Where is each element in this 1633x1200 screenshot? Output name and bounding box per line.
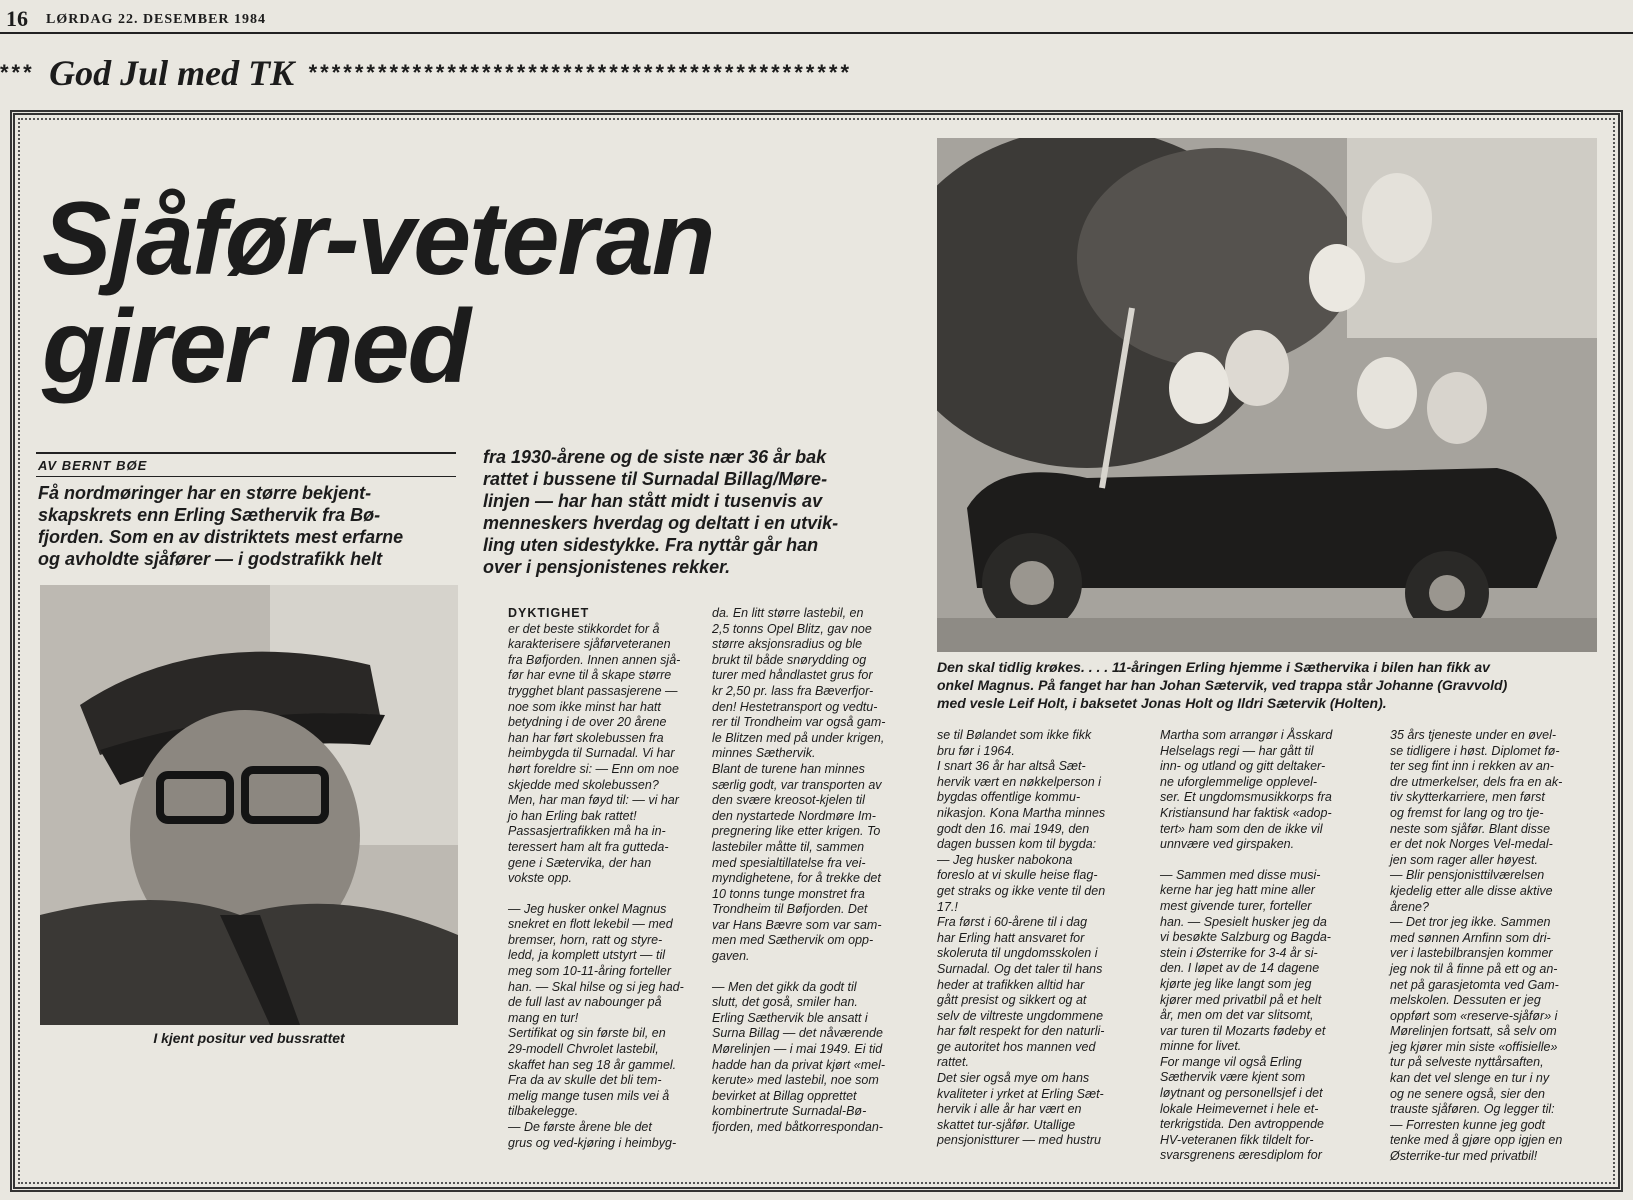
column-line: var turen til Mozarts fødeby et (1160, 1023, 1326, 1038)
lead-line: menneskers hverdag og deltatt i en utvik- (483, 513, 839, 533)
lead-paragraph-left (38, 482, 458, 570)
column-line: terkrigstida. Den avtroppende (1160, 1117, 1324, 1132)
column-line: snekret en flott lekebil — med (508, 917, 673, 932)
column-line: — Forresten kunne jeg godt (1390, 1117, 1545, 1132)
column-line: skattet tur-sjåfør. Utallige (937, 1117, 1076, 1132)
column-line: kombinertrute Surnadal-Bø- (712, 1104, 867, 1119)
column-line: karakterisere sjåførveteranen (508, 637, 671, 652)
lead-line: Få nordmøringer har en større bekjent- (38, 483, 372, 503)
column-line: lokale Heimevernet i hele et- (1160, 1101, 1319, 1116)
column-line: skjedde med skolebussen? (508, 777, 659, 792)
column-line: tiv skytterkarriere, men først (1390, 790, 1545, 805)
byline: AV BERNT BØE (38, 458, 148, 473)
column-line: selv de viltreste ungdommene (937, 1008, 1104, 1023)
column-line: vokste opp. (508, 871, 572, 886)
lead-line: fra 1930-årene og de siste nær 36 år bak (483, 447, 827, 467)
column-line: men med Sæthervik om opp- (712, 933, 874, 948)
lead-line: rattet i bussene til Surnadal Billag/Møre- (483, 469, 828, 489)
column-line: fjorden, med båtkorrespondan- (712, 1120, 883, 1134)
headline-line-2: girer ned (42, 289, 469, 405)
column-line: jo han Erling bak rattet! (508, 808, 637, 823)
body-column-3 (937, 728, 1122, 1149)
column-line: HV-veteranen fikk tildelt for- (1160, 1132, 1314, 1147)
christmas-banner (0, 52, 1633, 96)
column-line: årene? (1390, 899, 1429, 914)
column-line: med spesialtillatelse fra vei- (712, 855, 866, 870)
column-line: den. I løpet av de 14 dagene (1160, 961, 1320, 976)
column-line: godt den 16. mai 1949, den (937, 821, 1090, 836)
column-line: ser. Et ungdomsmusikkorps fra (1160, 790, 1332, 805)
lead-line: over i pensjonistenes rekker. (483, 557, 731, 577)
column-line: han har ført skolebussen fra (508, 730, 664, 745)
column-line: rattet. (937, 1055, 969, 1070)
column-line: han. — Spesielt husker jeg da (1160, 914, 1327, 929)
byline-rule-bottom (36, 476, 456, 477)
column-line: pregnering like etter krigen. To (712, 824, 881, 839)
column-line: ge autoritet hos mannen ved (937, 1039, 1096, 1054)
column-line: skoleruta til ungdomsskolen i (937, 946, 1098, 961)
column-line: kan det vel slenge en tur i ny (1390, 1071, 1550, 1086)
column-line: nikasjon. Kona Martha minnes (937, 805, 1106, 820)
body-column-5 (1390, 728, 1575, 1165)
column-line: før har evne til å skape større (508, 668, 672, 683)
body-column-1 (508, 606, 693, 1151)
column-line: og ne senere også, sier den (1390, 1086, 1545, 1101)
column-line: Surnadal. Og det taler til hans (937, 961, 1103, 976)
lead-line: skapskrets enn Erling Sæthervik fra Bø- (38, 505, 381, 525)
column-line: Det sier også mye om hans (937, 1071, 1090, 1086)
lead-line: linjen — har han stått midt i tusenvis av (483, 491, 823, 511)
column-line: skaffet han seg 18 år gammel. (508, 1057, 677, 1072)
column-line: heder at trafikken alltid har (937, 977, 1085, 992)
column-line: ne uforglemmelige opplevel- (1160, 774, 1318, 789)
column-line: er det beste stikkordet for å (508, 621, 660, 636)
column-line: gått presist og sikkert og at (937, 993, 1087, 1008)
lead-line: ling uten sidestykke. Fra nyttår går han (483, 535, 819, 555)
column-line: 10 tonns tunge monstret fra (712, 886, 865, 901)
column-line: Sæthervik være kjent som (1160, 1070, 1306, 1085)
banner-stars-left: *** (0, 60, 35, 85)
column-line: år, men om det var slitsomt, (1160, 1008, 1314, 1023)
column-line: — Det tror jeg ikke. Sammen (1390, 915, 1551, 930)
column-line: 17.! (937, 899, 958, 914)
column-line: se tidligere i høst. Diplomet fø- (1390, 743, 1560, 758)
column-line: bevirket at Billag opprettet (712, 1088, 857, 1103)
column-line: og fremst for lang og tro tje- (1390, 805, 1544, 820)
column-line: pensjonistturer — med hustru (937, 1133, 1101, 1148)
section-kicker: DYKTIGHET (508, 606, 590, 620)
column-line: da. En litt større lastebil, en (712, 606, 864, 620)
column-line: kerute» med lastebil, noe som (712, 1073, 879, 1088)
column-line: de full last av nabounger på (508, 995, 662, 1010)
column-line: hervik vært en nøkkelperson i (937, 774, 1101, 789)
column-line: — Sammen med disse musi- (1160, 867, 1321, 882)
column-line: Martha som arrangør i Åsskard (1160, 728, 1333, 742)
column-line: hørt foreldre si: — Enn om noe (508, 761, 679, 776)
column-line: ter seg fint inn i rekken av an- (1390, 759, 1554, 774)
column-line: trygghet blant passasjerene — (508, 683, 678, 698)
column-line: løytnant og personellsjef i det (1160, 1086, 1323, 1101)
caption-line: onkel Magnus. På fanget har han Johan Sætervik, ved trappa står Johanne (Gravvold) (937, 677, 1508, 693)
column-line: han. — Skal hilse og si jeg had- (508, 979, 684, 994)
column-line: Fra da av skulle det bli tem- (508, 1073, 662, 1088)
column-line: mang en tur! (508, 1010, 579, 1025)
column-line: kr 2,50 pr. lass fra Bæverfjor- (712, 683, 874, 698)
column-line: jeg kjører min siste «offisielle» (1390, 1039, 1558, 1054)
column-line: særlig godt, var transporten av (712, 777, 882, 792)
column-line: hadde han da privat kjørt «mel- (712, 1057, 886, 1072)
column-line: dagen bussen kom til bygda: (937, 837, 1097, 852)
column-line: har Erling hatt ansvaret for (937, 930, 1085, 945)
body-column-2 (712, 606, 897, 1136)
column-line: den! Hestetransport og vedtu- (712, 699, 878, 714)
column-line: — Jeg husker nabokona (937, 852, 1073, 867)
caption-line: med vesle Leif Holt, i baksetet Jonas Holt og Ildri Sætervik (Holten). (937, 695, 1387, 711)
column-line: teressert ham alt fra gutteda- (508, 839, 669, 854)
column-line: neste som sjåfør. Blant disse (1390, 821, 1551, 836)
column-line: Trondheim til Bøfjorden. Det (712, 902, 868, 917)
column-line: den nystartede Nordmøre Im- (712, 808, 876, 823)
column-line: vi besøkte Salzburg og Bagda- (1160, 930, 1331, 945)
column-line: Fra først i 60-årene til i dag (937, 915, 1088, 930)
column-line: trauste sjåføren. Og legger til: (1390, 1102, 1555, 1117)
column-line: kjørte jeg like langt som jeg (1160, 976, 1312, 991)
column-line: kjedelig etter alle disse aktive (1390, 883, 1553, 898)
column-line: lastebiler måtte til, sammen (712, 839, 865, 854)
column-line: foreslo at vi skulle heise flag- (937, 868, 1098, 883)
column-line: minnes Sæthervik. (712, 746, 816, 761)
column-line: tenke med å gjøre opp igjen en (1390, 1133, 1563, 1148)
column-line: For mange vil også Erling (1160, 1054, 1302, 1069)
lead-line: og avholdte sjåfører — i godstrafikk helt (38, 549, 383, 569)
column-line: — Men det gikk da godt til (712, 979, 857, 994)
column-line: — Blir pensjonisttilværelsen (1390, 868, 1545, 883)
column-line: mest givende turer, forteller (1160, 898, 1312, 913)
column-line: melig mange tusen mils vei å (508, 1088, 670, 1103)
page-number: 16 (6, 6, 28, 31)
column-line: tur på selveste nyttårsaften, (1390, 1055, 1544, 1070)
toy-car-caption (937, 658, 1597, 712)
body-column-4 (1160, 728, 1345, 1164)
column-line: Men, har man føyd til: — vi har (508, 793, 679, 808)
column-line: større aksjonsradius og ble (712, 637, 863, 652)
column-line: jen som rager aller høyest. (1390, 852, 1538, 867)
column-line: — Jeg husker onkel Magnus (508, 901, 667, 916)
article-headline (42, 181, 822, 405)
column-line: Blant de turene han minnes (712, 761, 865, 776)
column-line: den svære kreosot-kjelen til (712, 793, 865, 808)
column-line: oppført som «reserve-sjåfør» i (1390, 1008, 1558, 1023)
column-line: meg som 10-11-åring forteller (508, 964, 672, 979)
column-line: — De første årene ble det (508, 1120, 652, 1134)
column-line: Erling Sæthervik ble ansatt i (712, 1010, 868, 1025)
column-line: var Hans Bævre som var sam- (712, 917, 882, 932)
masthead-rule (0, 32, 1633, 34)
column-line: Passasjertrafikken må ha in- (508, 824, 666, 839)
column-line: bygdas offentlige kommu- (937, 790, 1081, 805)
banner-stars-right: *********************************************** (308, 60, 853, 85)
column-line: ledd, ja komplett utstyrt — til (508, 948, 666, 963)
driver-portrait-photo (40, 585, 458, 1025)
column-line: ver i lastebilbransjen kommer (1390, 946, 1553, 961)
column-line: Sertifikat og sin første bil, en (508, 1026, 666, 1041)
column-line: med sønnen Arnfinn som dri- (1390, 930, 1551, 945)
headline-line-1: Sjåfør-veteran (42, 181, 714, 297)
column-line: dre utmerkelser, dels fra en ak- (1390, 774, 1563, 789)
column-line: Østerrike-tur med privatbil! (1390, 1149, 1538, 1164)
column-line: bremser, horn, ratt og styre- (508, 932, 663, 947)
column-line: jeg nok til å finne på ett og an- (1390, 961, 1558, 976)
column-line: inn- og utland og gitt deltaker- (1160, 759, 1326, 774)
column-line: unnvære ved girspaken. (1160, 837, 1295, 852)
banner-title: God Jul med TK (49, 53, 295, 93)
column-line: le Blitzen med på under krigen, (712, 730, 885, 745)
column-line: kerne har jeg hatt mine aller (1160, 883, 1315, 898)
column-line: kvaliteter i yrket at Erling Sæt- (937, 1086, 1104, 1101)
column-line: melskolen. Dessuten er jeg (1390, 993, 1541, 1008)
column-line: bru før i 1964. (937, 743, 1015, 758)
column-line: tilbakelegge. (508, 1104, 579, 1119)
column-line: gaven. (712, 949, 750, 964)
column-line (1160, 853, 1345, 868)
column-line: stein i Østerrike for 3-4 år si- (1160, 945, 1318, 960)
column-line: betydning i de over 20 årene (508, 715, 667, 730)
column-line: har følt respekt for den naturli- (937, 1024, 1105, 1039)
column-line: myndighetene, for å trekke det (712, 871, 881, 886)
column-line: get straks og ikke vente til den (937, 883, 1106, 898)
caption-line: Den skal tidlig krøkes. . . . 11-åringen Erling hjemme i Sæthervika i bilen han fikk av (937, 659, 1490, 675)
column-line: 2,5 tonns Opel Blitz, gav noe (712, 621, 872, 636)
lead-paragraph-right (483, 446, 893, 578)
column-line: Surna Billag — det nåværende (712, 1026, 883, 1041)
column-line: slutt, det goså, smiler han. (712, 995, 858, 1010)
column-line: se til Bølandet som ikke fikk (937, 728, 1092, 742)
column-line: I snart 36 år har altså Sæt- (937, 759, 1086, 774)
column-line: heimbygda til Surnadal. Vi har (508, 746, 675, 761)
column-line: Mørelinjen — i mai 1949. Ei tid (712, 1042, 883, 1057)
column-line: tert» ham som den de ikke vil (1160, 821, 1323, 836)
column-line: 35 års tjeneste under en øvel- (1390, 728, 1557, 742)
column-line: gene i Sætervika, der han (508, 855, 652, 870)
column-line: er det nok Norges Vel-medal- (1390, 837, 1553, 852)
column-line: minne for livet. (1160, 1039, 1242, 1054)
column-line (712, 965, 897, 980)
column-line: kjører med privatbil på et helt (1160, 992, 1322, 1007)
portrait-caption: I kjent positur ved bussrattet (153, 1030, 345, 1046)
issue-date: LØRDAG 22. DESEMBER 1984 (46, 12, 267, 27)
column-line: brukt til både snørydding og (712, 652, 867, 667)
column-line: noe som ikke minst har hatt (508, 699, 661, 714)
column-line: grus og ved-kjøring i heimbyg- (508, 1135, 677, 1150)
column-line: svarsgrenens æresdiplom for (1160, 1148, 1322, 1163)
column-line: Mørelinjen fortsatt, så selv om (1390, 1024, 1557, 1039)
column-line: Helselags regi — har gått til (1160, 743, 1314, 758)
column-line: net på garasjetomta ved Gam- (1390, 977, 1559, 992)
lead-line: fjorden. Som en av distriktets mest erfarne (38, 527, 404, 547)
column-line: hervik i alle år har vært en (937, 1102, 1082, 1117)
column-line: fra Bøfjorden. Innen annen sjå- (508, 652, 681, 667)
column-line (508, 887, 693, 902)
toy-car-photo (937, 138, 1597, 652)
column-line: Kristiansund har faktisk «adop- (1160, 805, 1332, 820)
column-line: rer til Trondheim var også gam- (712, 715, 886, 730)
column-line: 29-modell Chvrolet lastebil, (508, 1042, 659, 1057)
byline-rule-top (36, 452, 456, 454)
column-line: turer med håndlastet grus for (712, 668, 873, 683)
